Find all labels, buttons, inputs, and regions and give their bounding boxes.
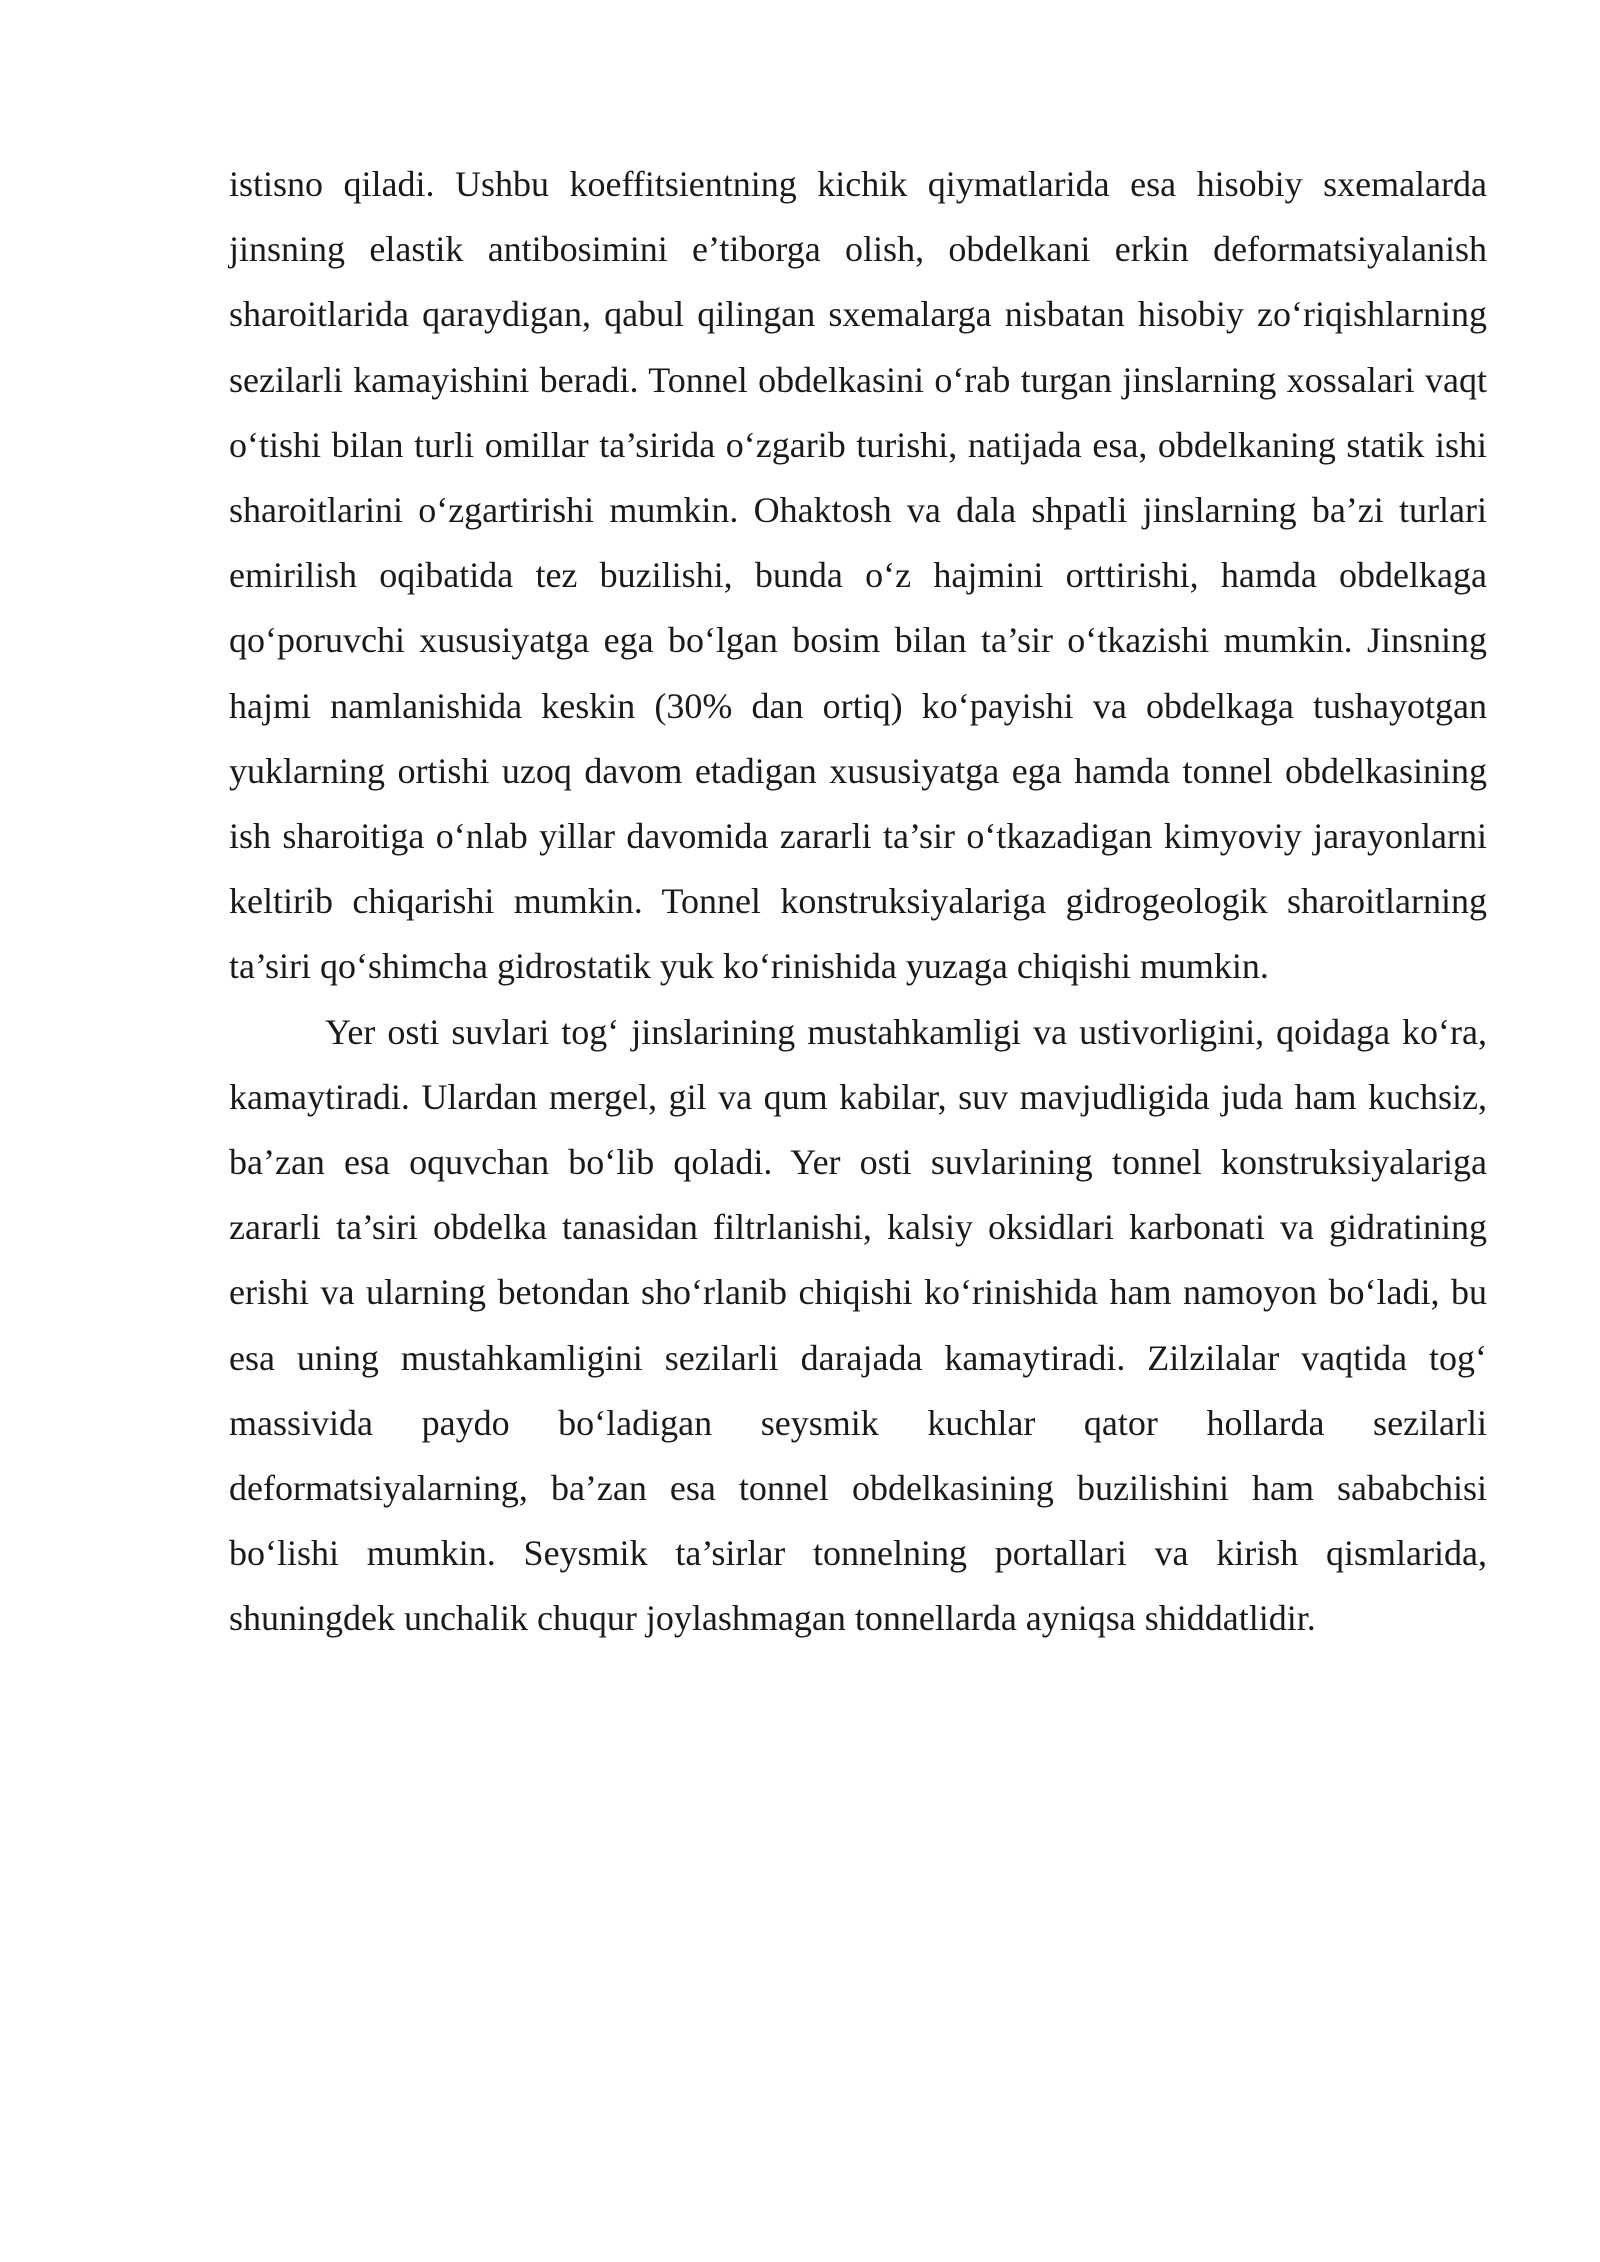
paragraph-continuation: istisno qiladi. Ushbu koeffitsientning kichik qiymatlarida esa hisobiy sxemalarda jinsning elastik antibosimini e’tiborga olish, obdelkani erkin deformatsiyalanish sharoitlarida qaraydigan, qabul qilingan sxemalarga nisbatan hisobiy zo‘riqishlarning sezilarli kamayishini beradi. Tonnel obdelkasini o‘rab turgan jinslarning xossalari vaqt o‘tishi bilan turli omillar ta’sirida o‘zgarib turishi, natijada esa, obdelkaning statik ishi sharoitlarini o‘zgartirishi mumkin. Ohaktosh va dala shpatli jinslarning ba’zi turlari emirilish oqibatida tez buzilishi, bunda o‘z hajmini orttirishi, hamda obdelkaga qo‘poruvchi xususiyatga ega bo‘lgan bosim bilan ta’sir o‘tkazishi mumkin. Jinsning hajmi namlanishida keskin (30% dan ortiq) ko‘payishi va obdelkaga tushayotgan yuklarning ortishi uzoq davom etadigan xususiyatga ega hamda tonnel obdelkasining ish sharoitiga o‘nlab yillar davomida zararli ta’sir o‘tkazadigan kimyoviy jarayonlarni keltirib chiqarishi mumkin. Tonnel konstruksiyalariga gidrogeologik sharoitlarning ta’siri qo‘shimcha gidrostatik yuk ko‘rinishida yuzaga chiqishi mumkin. — [229, 164, 1487, 987]
body-text — [229, 152, 1487, 1652]
paragraph-groundwater: Yer osti suvlari tog‘ jinslarining mustahkamligi va ustivorligini, qoidaga ko‘ra, kamaytiradi. Ulardan mergel, gil va qum kabilar, suv mavjudligida juda ham kuchsiz, ba’zan esa oquvchan bo‘lib qoladi. Yer osti suvlarining tonnel konstruksiyalariga zararli ta’siri obdelka tanasidan filtrlanishi, kalsiy oksidlari karbonati va gidratining erishi va ularning betondan sho‘rlanib chiqishi ko‘rinishida ham namoyon bo‘ladi, bu esa uning mustahkamligini sezilarli darajada kamaytiradi. Zilzilalar vaqtida tog‘ massivida paydo bo‘ladigan seysmik kuchlar qator hollarda sezilarli deformatsiyalarning, ba’zan esa tonnel obdelkasining buzilishini ham sababchisi bo‘lishi mumkin. Seysmik ta’sirlar tonnelning portallari va kirish qismlarida, shuningdek unchalik chuqur joylashmagan tonnellarda ayniqsa shiddatlidir. — [229, 1011, 1487, 1639]
